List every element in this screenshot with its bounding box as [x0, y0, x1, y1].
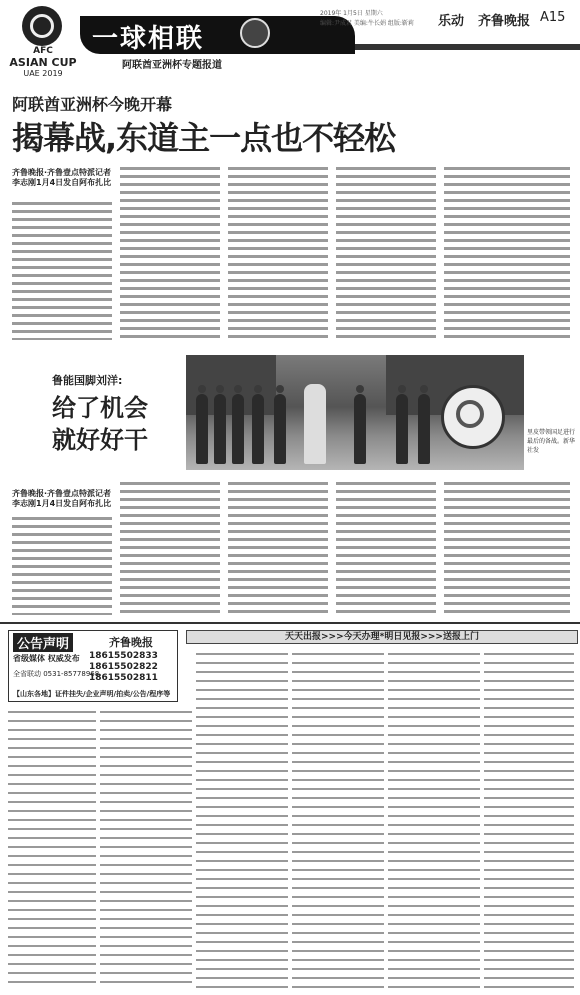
section-divider	[0, 622, 580, 624]
paper-name: 齐鲁晚报	[478, 14, 531, 29]
advert-title: 公告声明	[13, 633, 73, 652]
second-body-col-1	[12, 515, 112, 615]
second-body-col-3	[228, 480, 328, 615]
issue-date: 2019年 1月5日 星期六	[320, 10, 383, 17]
training-photo	[186, 355, 524, 470]
notice-column-4	[292, 650, 384, 988]
advert-phone: 18615502811	[89, 673, 158, 683]
lead-body-col-5	[444, 165, 570, 340]
asian-cup-badge-icon	[441, 385, 505, 449]
second-body-col-2	[120, 480, 220, 615]
notice-column-2	[100, 708, 192, 988]
lead-headline: 揭幕战,东道主一点也不轻松	[12, 119, 396, 157]
advert-paper: 齐鲁晚报	[109, 636, 153, 649]
lead-body-col-4	[336, 165, 436, 340]
section-name: 乐动	[438, 14, 465, 29]
notice-advert	[8, 630, 178, 702]
second-kicker: 鲁能国脚刘洋:	[52, 374, 123, 387]
lead-body-col-3	[228, 165, 328, 340]
photo-caption: 里皮带领国足进行最后的备战。新华社发	[527, 429, 576, 454]
second-headline-line-2: 就好好干	[52, 426, 148, 454]
classifieds-banner: 天天出报>>>今天办理*明日见报>>>送报上门	[186, 630, 578, 644]
second-byline: 齐鲁晚报·齐鲁壹点特派记者 李志刚1月4日发自阿布扎比	[12, 489, 112, 508]
advert-services: 【山东各地】证件挂失/企业声明/拍卖/公告/程序等	[13, 690, 171, 698]
lead-body-col-2	[120, 165, 220, 340]
advert-phone: 18615502822	[89, 662, 158, 672]
notice-column-3	[196, 650, 288, 988]
banner-subtitle: 阿联酋亚洲杯专题报道	[122, 60, 222, 71]
banner-title: 一球相联	[92, 24, 205, 54]
second-body-col-4	[336, 480, 436, 615]
second-headline	[52, 392, 182, 456]
lead-body-col-1	[12, 200, 112, 340]
logo-line-1: AFC	[33, 46, 53, 56]
logo-line-3: UAE 2019	[23, 69, 63, 78]
second-body-col-5	[444, 480, 570, 615]
notice-column-1	[8, 708, 96, 988]
banner-emblem-icon	[240, 18, 270, 48]
lead-kicker: 阿联酋亚洲杯今晚开幕	[12, 95, 173, 114]
notice-column-6	[484, 650, 574, 988]
second-headline-line-1: 给了机会	[52, 394, 148, 422]
page-number: A15	[540, 10, 566, 25]
advert-tagline: 省级媒体 权威发布	[13, 654, 80, 663]
advert-fax: 全省联动 0531-85778968	[13, 670, 100, 678]
advert-phone: 18615502833	[89, 651, 158, 661]
page-header	[0, 0, 580, 82]
lead-byline: 齐鲁晚报·齐鲁壹点特派记者 李志刚1月4日发自阿布扎比	[12, 168, 112, 187]
notice-column-5	[388, 650, 480, 988]
logo-line-2: ASIAN CUP	[9, 56, 77, 69]
asian-cup-emblem-icon	[22, 6, 62, 46]
asian-cup-logo	[8, 6, 78, 78]
editor-credits: 编辑:尹成君 美编:牛长娟 组版:靳莉	[320, 20, 414, 27]
